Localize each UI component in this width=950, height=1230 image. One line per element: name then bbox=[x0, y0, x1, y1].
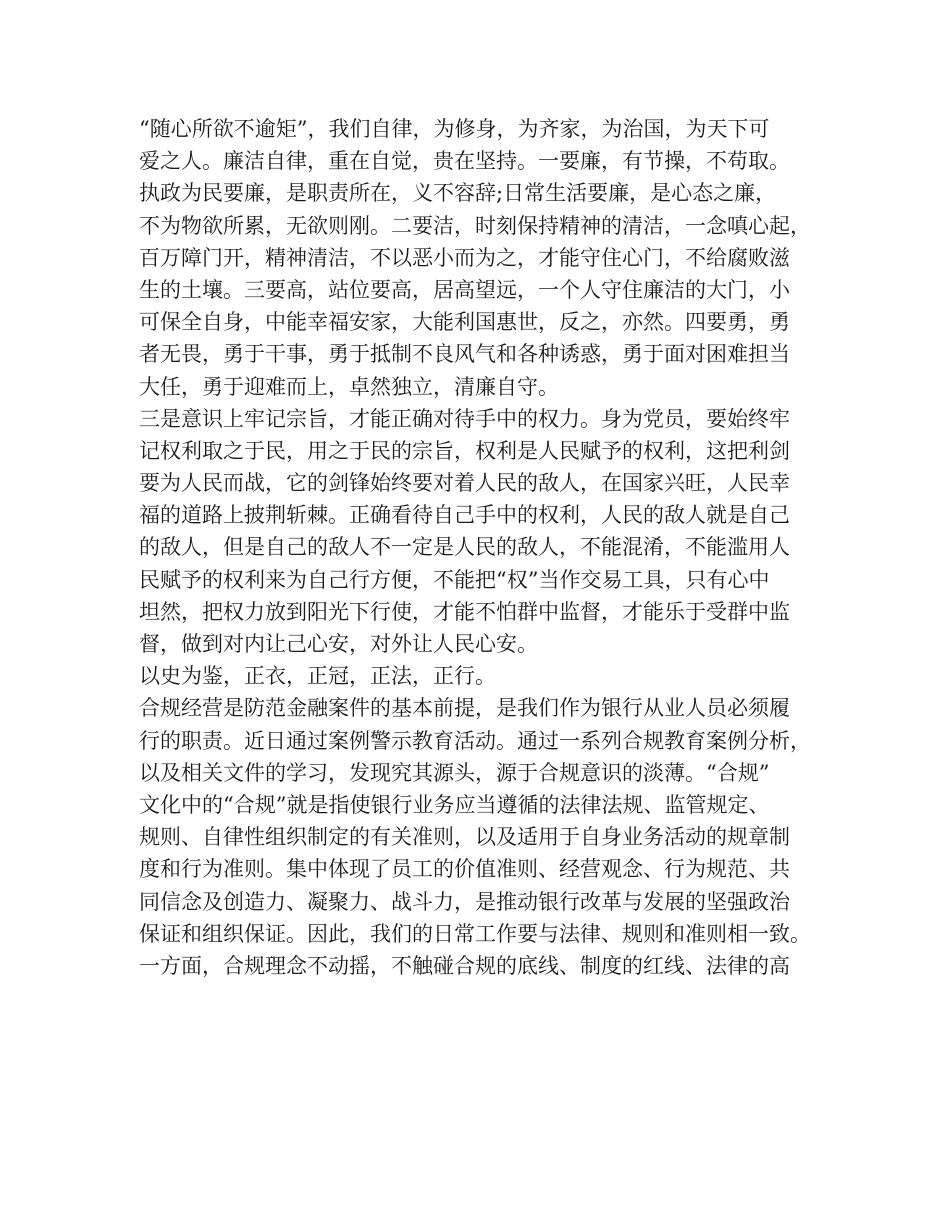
text-line: 以史为鉴，正衣，正冠，正法，正行。 bbox=[139, 664, 496, 689]
text-line: 以及相关文件的学习，发现究其源头，源于合规意识的淡薄。“合规” bbox=[139, 760, 770, 785]
text-line: 不为物欲所累，无欲则刚。二要洁，时刻保持精神的清洁，一念嗔心起， bbox=[139, 213, 811, 238]
text-line: 执政为民要廉，是职责所在，义不容辞;日常生活要廉，是心态之廉， bbox=[139, 181, 777, 206]
text-line: 要为人民而战，它的剑锋始终要对着人民的敌人，在国家兴旺，人民幸 bbox=[139, 471, 790, 496]
text-line: 督，做到对内让己心安，对外让人民心安。 bbox=[139, 632, 538, 656]
text-line: 的敌人，但是自己的敌人不一定是人民的敌人，不能混淆，不能滥用人 bbox=[139, 535, 790, 560]
text-line: 一方面，合规理念不动摇，不触碰合规的底线、制度的红线、法律的高 bbox=[139, 953, 790, 978]
text-line: 记权利取之于民，用之于民的宗旨，权利是人民赋予的权利，这把利剑 bbox=[139, 438, 790, 463]
text-line: 规则、自律性组织制定的有关准则，以及适用于自身业务活动的规章制 bbox=[139, 825, 790, 850]
text-line: 行的职责。近日通过案例警示教育活动。通过一系列合规教育案例分析， bbox=[139, 728, 811, 753]
text-line: 文化中的“合规”就是指使银行业务应当遵循的法律法规、监管规定、 bbox=[139, 792, 770, 817]
text-line: 大任，勇于迎难而上，卓然独立，清廉自守。 bbox=[139, 374, 559, 399]
text-line: 爱之人。廉洁自律，重在自觉，贵在坚持。一要廉，有节操，不苟取。 bbox=[139, 149, 790, 174]
text-line: 同信念及创造力、凝聚力、战斗力，是推动银行改革与发展的坚强政治 bbox=[139, 889, 790, 914]
text-line: 度和行为准则。集中体现了员工的价值准则、经营观念、行为规范、共 bbox=[139, 857, 790, 882]
text-line: 福的道路上披荆斩棘。正确看待自己手中的权利，人民的敌人就是自己 bbox=[139, 503, 790, 528]
text-line: 者无畏，勇于干事，勇于抵制不良风气和各种诱惑，勇于面对困难担当 bbox=[139, 342, 790, 367]
text-line: 百万障门开，精神清洁，不以恶小而为之，才能守住心门，不给腐败滋 bbox=[139, 245, 790, 270]
document-body-text bbox=[139, 113, 829, 982]
text-line: 民赋予的权利来为自己行方便，不能把“权”当作交易工具，只有心中 bbox=[139, 567, 770, 592]
text-line: 坦然，把权力放到阳光下行使，才能不怕群中监督，才能乐于受群中监 bbox=[139, 599, 790, 624]
text-line: 生的土壤。三要高，站位要高，居高望远，一个人守住廉洁的大门，小 bbox=[139, 277, 790, 302]
text-line: “随心所欲不逾矩”，我们自律，为修身，为齐家，为治国，为天下可 bbox=[139, 117, 770, 141]
text-line: 合规经营是防范金融案件的基本前提，是我们作为银行从业人员必须履 bbox=[139, 696, 790, 721]
text-line: 三是意识上牢记宗旨，才能正确对待手中的权力。身为党员，要始终牢 bbox=[139, 406, 790, 431]
text-line: 保证和组织保证。因此，我们的日常工作要与法律、规则和准则相一致。 bbox=[139, 921, 811, 946]
text-line: 可保全自身，中能幸福安家，大能利国惠世，反之，亦然。四要勇，勇 bbox=[139, 310, 790, 335]
